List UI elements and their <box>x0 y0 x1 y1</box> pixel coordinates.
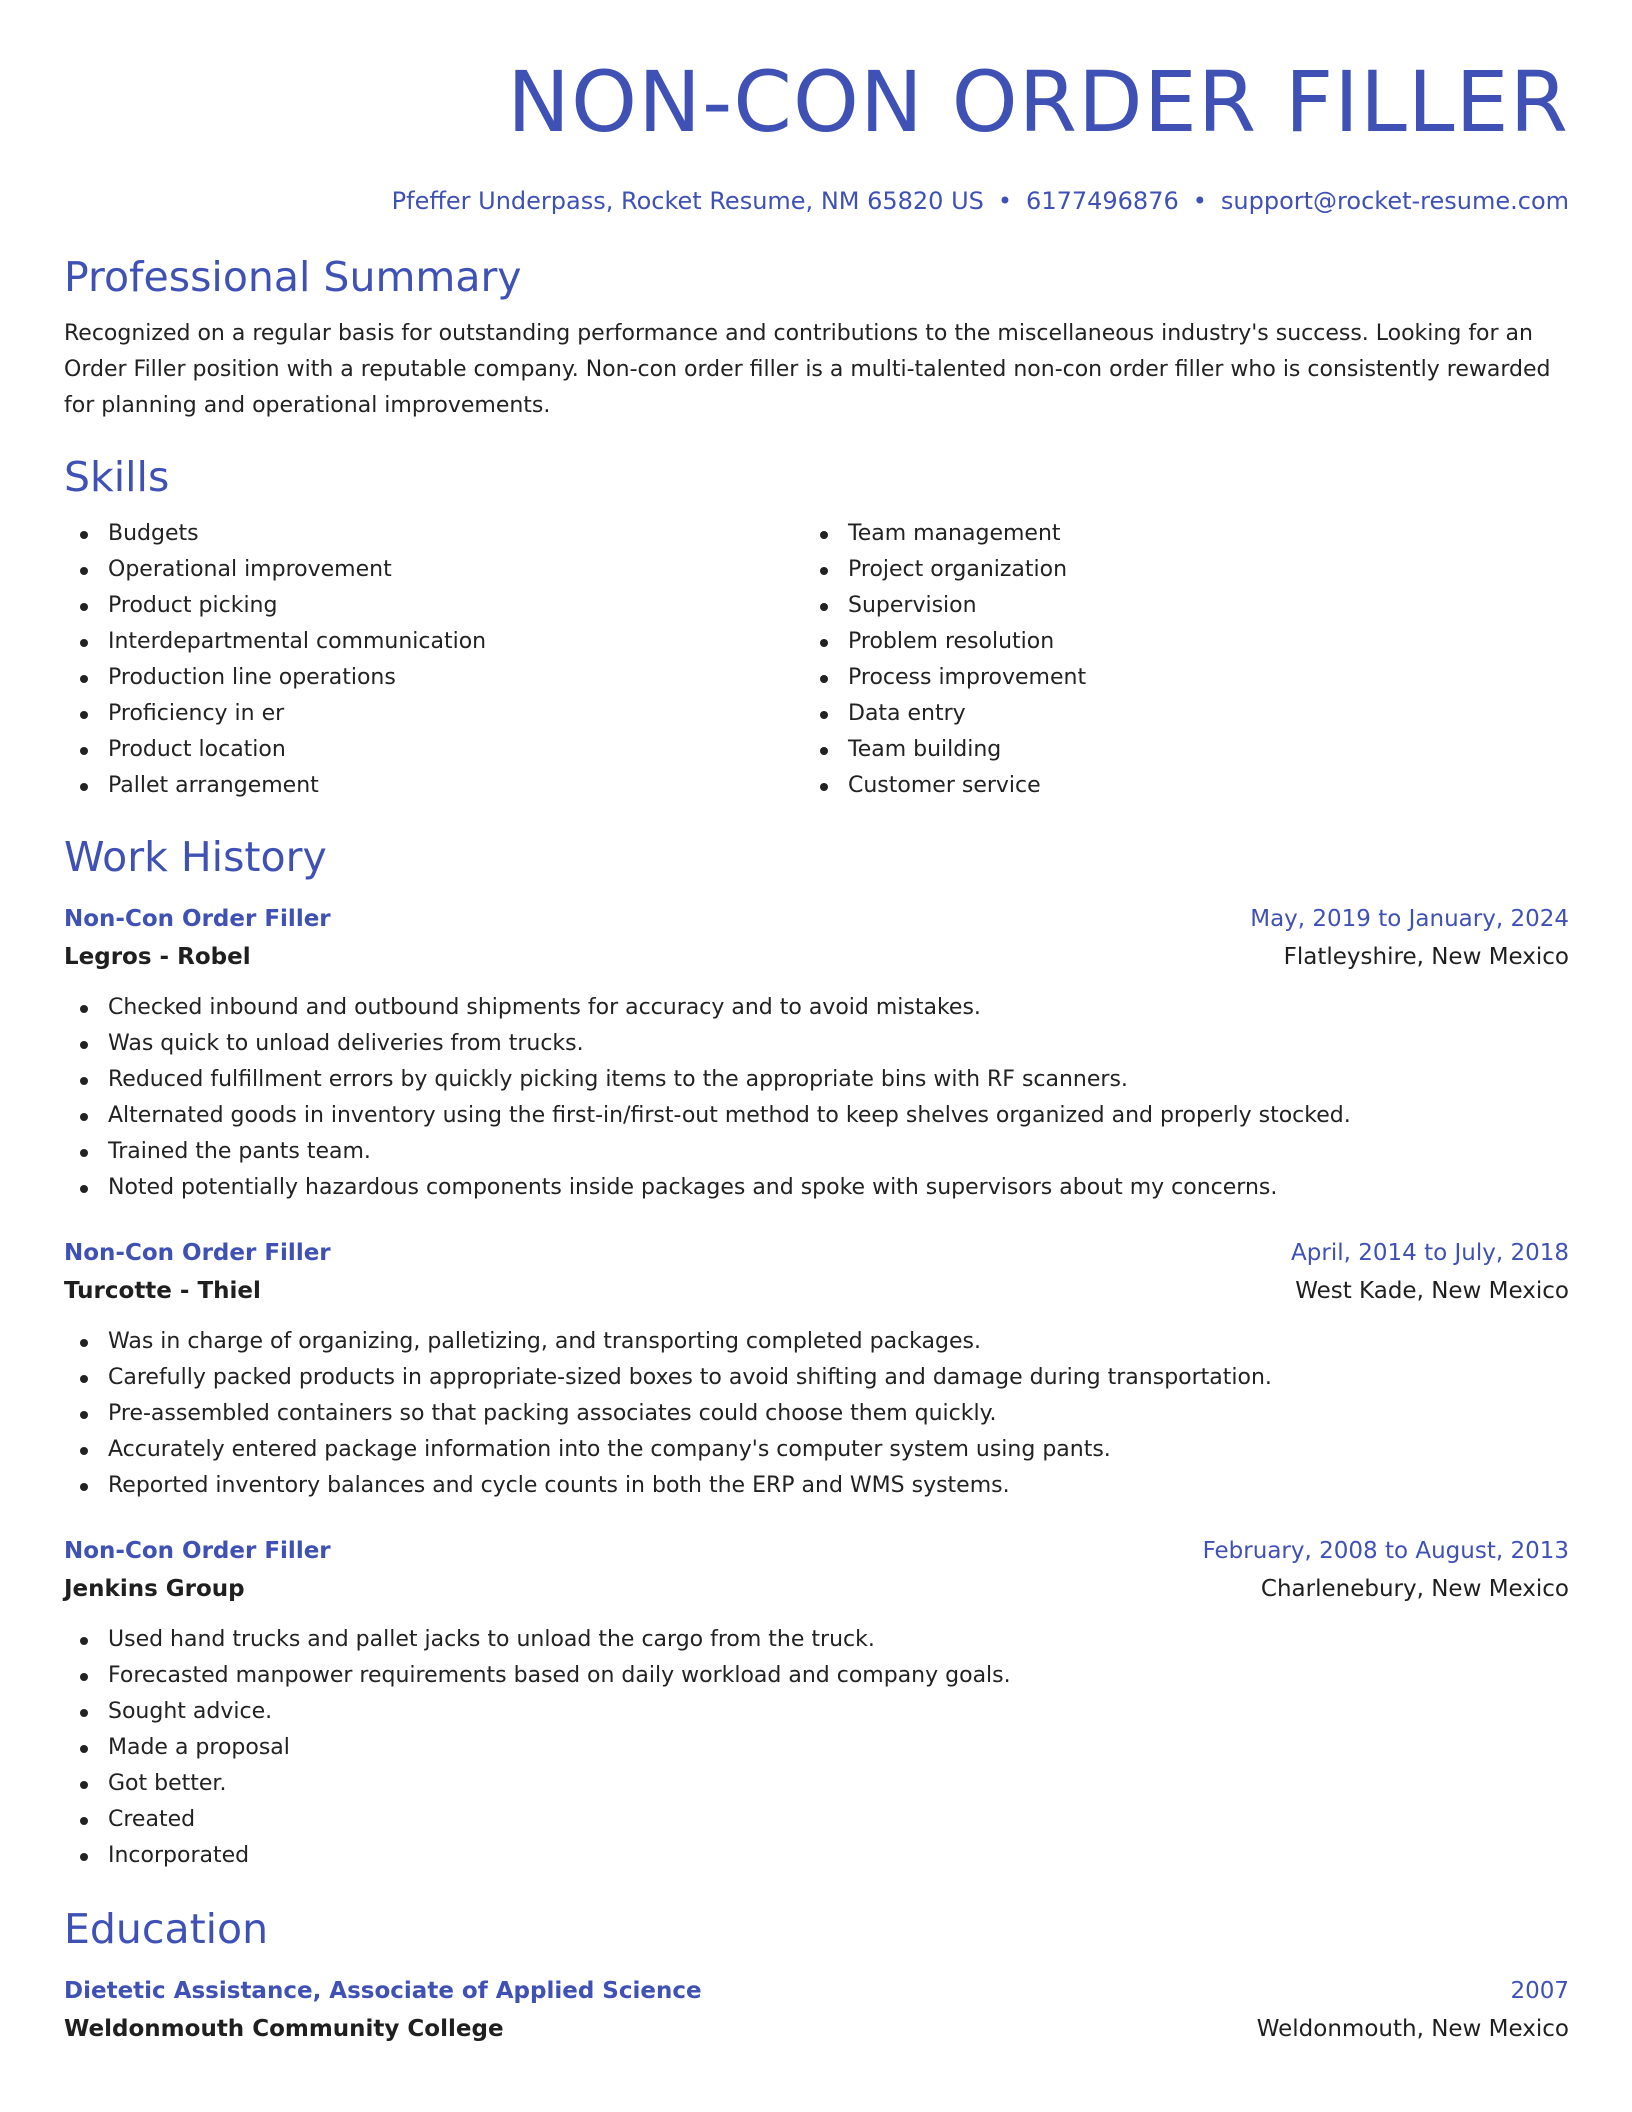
job-entry <box>64 900 1569 1206</box>
job-bullet: Incorporated <box>64 1838 1569 1874</box>
contact-email[interactable]: support@rocket-resume.com <box>1220 187 1569 215</box>
education-year: 2007 <box>1510 1978 1569 2004</box>
education-degree-row <box>64 1972 1569 2010</box>
job-title-row <box>64 900 1569 938</box>
job-bullet: Noted potentially hazardous components inside packages and spoke with supervisors about my concerns. <box>64 1170 1569 1206</box>
job-dates: February, 2008 to August, 2013 <box>1202 1538 1569 1564</box>
skill-item: Data entry <box>804 696 1544 732</box>
job-title-row <box>64 1234 1569 1272</box>
job-company-row <box>64 1272 1569 1310</box>
skill-item: Proficiency in er <box>64 696 804 732</box>
job-location: Flatleyshire, New Mexico <box>1283 944 1569 970</box>
job-bullet: Was quick to unload deliveries from trucks. <box>64 1026 1569 1062</box>
job-bullet: Checked inbound and outbound shipments for accuracy and to avoid mistakes. <box>64 990 1569 1026</box>
education-section <box>64 1904 1569 2048</box>
job-bullets <box>64 1622 1569 1874</box>
contact-line <box>64 186 1569 216</box>
education-entry <box>64 1972 1569 2048</box>
job-dates: April, 2014 to July, 2018 <box>1291 1240 1569 1266</box>
job-location: West Kade, New Mexico <box>1295 1278 1569 1304</box>
job-bullet: Got better. <box>64 1766 1569 1802</box>
job-bullet: Alternated goods in inventory using the first-in/first-out method to keep shelves organized and properly stocked. <box>64 1098 1569 1134</box>
skill-item: Operational improvement <box>64 552 804 588</box>
contact-separator: • <box>1192 187 1207 215</box>
job-company: Jenkins Group <box>64 1576 245 1602</box>
contact-separator: • <box>997 187 1013 215</box>
skill-item: Budgets <box>64 516 804 552</box>
skill-item: Problem resolution <box>804 624 1544 660</box>
job-company: Legros - Robel <box>64 944 251 970</box>
section-title-skills: Skills <box>64 453 170 501</box>
skill-item: Project organization <box>804 552 1544 588</box>
job-bullet: Reported inventory balances and cycle counts in both the ERP and WMS systems. <box>64 1468 1569 1504</box>
resume-header <box>64 52 1569 216</box>
skill-item: Production line operations <box>64 660 804 696</box>
job-bullet: Used hand trucks and pallet jacks to unload the cargo from the truck. <box>64 1622 1569 1658</box>
contact-address: Pfeffer Underpass, Rocket Resume, NM 65820 US <box>391 187 984 215</box>
job-bullets <box>64 990 1569 1206</box>
job-company-row <box>64 938 1569 976</box>
job-title-row <box>64 1532 1569 1570</box>
skills-list-left <box>64 516 804 804</box>
job-title: Non-Con Order Filler <box>64 1538 331 1564</box>
job-location: Charlenebury, New Mexico <box>1260 1576 1569 1602</box>
job-bullet: Reduced fulfillment errors by quickly picking items to the appropriate bins with RF scanners. <box>64 1062 1569 1098</box>
education-school-row <box>64 2010 1569 2048</box>
skill-item: Pallet arrangement <box>64 768 804 804</box>
summary-section <box>64 252 1569 424</box>
job-bullet: Carefully packed products in appropriate-sized boxes to avoid shifting and damage during transportation. <box>64 1360 1569 1396</box>
skill-item: Product picking <box>64 588 804 624</box>
job-bullet: Accurately entered package information into the company's computer system using pants. <box>64 1432 1569 1468</box>
job-bullet: Made a proposal <box>64 1730 1569 1766</box>
contact-phone[interactable]: 6177496876 <box>1026 187 1179 215</box>
job-company-row <box>64 1570 1569 1608</box>
job-bullet: Forecasted manpower requirements based on daily workload and company goals. <box>64 1658 1569 1694</box>
skills-section <box>64 452 1569 804</box>
education-degree: Dietetic Assistance, Associate of Applied Science <box>64 1978 702 2004</box>
job-bullet: Pre-assembled containers so that packing associates could choose them quickly. <box>64 1396 1569 1432</box>
skills-list-right <box>804 516 1544 804</box>
job-title: Non-Con Order Filler <box>64 1240 331 1266</box>
skill-item: Team management <box>804 516 1544 552</box>
job-entry <box>64 1234 1569 1504</box>
skill-item: Product location <box>64 732 804 768</box>
candidate-name: NON-CON ORDER FILLER <box>507 53 1569 151</box>
job-title: Non-Con Order Filler <box>64 906 331 932</box>
job-bullet: Trained the pants team. <box>64 1134 1569 1170</box>
education-school: Weldonmouth Community College <box>64 2016 504 2042</box>
section-title-work-history: Work History <box>64 833 327 881</box>
skill-item: Interdepartmental communication <box>64 624 804 660</box>
skill-item: Supervision <box>804 588 1544 624</box>
job-bullets <box>64 1324 1569 1504</box>
education-location: Weldonmouth, New Mexico <box>1256 2016 1569 2042</box>
skill-item: Customer service <box>804 768 1544 804</box>
summary-text: Recognized on a regular basis for outstanding performance and contributions to the miscellaneous industry's success. Looking for an Order Filler position with a reputable company. Non-con order filler is a multi-talented non-con order filler who is consistently rewarded for planning and operational improvements. <box>64 321 1551 418</box>
section-title-summary: Professional Summary <box>64 253 522 301</box>
job-entry <box>64 1532 1569 1874</box>
job-bullet: Was in charge of organizing, palletizing, and transporting completed packages. <box>64 1324 1569 1360</box>
skills-columns <box>64 516 1569 804</box>
job-company: Turcotte - Thiel <box>64 1278 261 1304</box>
section-title-education: Education <box>64 1905 269 1953</box>
job-dates: May, 2019 to January, 2024 <box>1250 906 1569 932</box>
skill-item: Team building <box>804 732 1544 768</box>
work-history-section <box>64 832 1569 1874</box>
job-bullet: Created <box>64 1802 1569 1838</box>
skill-item: Process improvement <box>804 660 1544 696</box>
job-bullet: Sought advice. <box>64 1694 1569 1730</box>
